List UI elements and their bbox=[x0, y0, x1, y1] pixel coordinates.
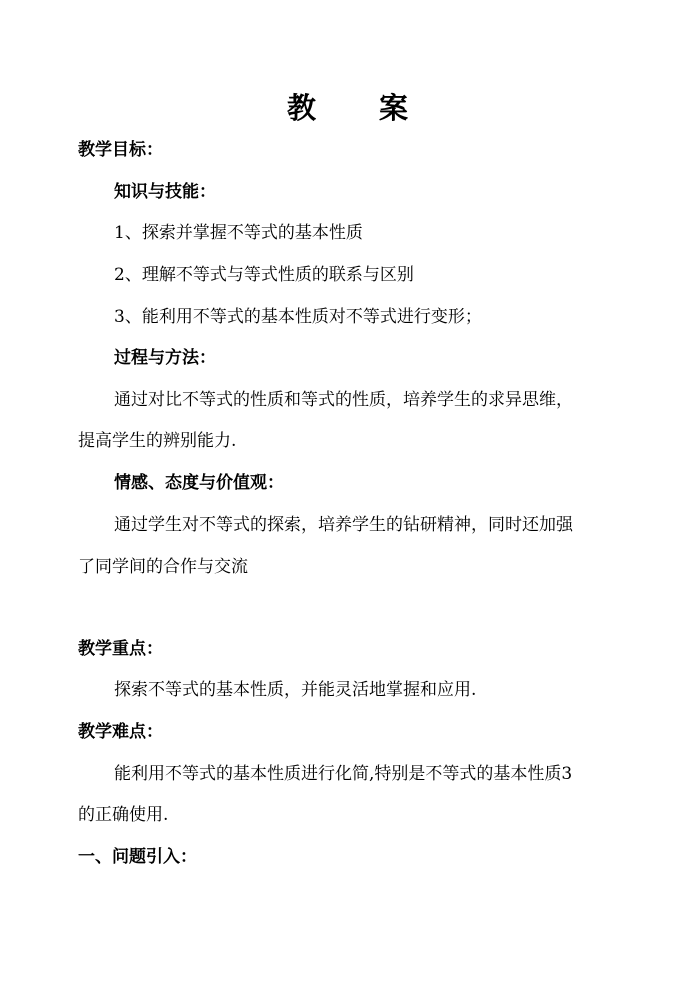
difficulties-heading: 教学难点： bbox=[78, 722, 163, 742]
difficulties-line-2: 的正确使用. bbox=[78, 805, 169, 825]
knowledge-skills-heading: 知识与技能： bbox=[114, 182, 216, 202]
emotion-attitude-heading: 情感、态度与价值观： bbox=[114, 473, 284, 493]
knowledge-item-2: 2、理解不等式与等式性质的联系与区别 bbox=[114, 265, 414, 285]
problem-introduction-heading: 一、问题引入： bbox=[78, 847, 197, 867]
key-points-line-1: 探索不等式的基本性质，并能灵活地掌握和应用. bbox=[114, 680, 477, 700]
emotion-paragraph-line-2: 了同学间的合作与交流 bbox=[78, 557, 248, 577]
process-method-heading: 过程与方法： bbox=[114, 348, 216, 368]
difficulties-line-1: 能利用不等式的基本性质进行化简,特别是不等式的基本性质3 bbox=[114, 764, 573, 784]
process-paragraph-line-2: 提高学生的辨别能力. bbox=[78, 431, 237, 451]
knowledge-item-1: 1、探索并掌握不等式的基本性质 bbox=[114, 223, 363, 243]
title-char-2: 案 bbox=[379, 91, 410, 125]
process-paragraph-line-1: 通过对比不等式的性质和等式的性质，培养学生的求异思维， bbox=[114, 390, 573, 410]
title-char-1: 教 bbox=[286, 91, 317, 125]
key-points-heading: 教学重点： bbox=[78, 639, 163, 659]
emotion-paragraph-line-1: 通过学生对不等式的探索，培养学生的钻研精神，同时还加强 bbox=[114, 515, 573, 535]
objectives-heading: 教学目标： bbox=[78, 140, 163, 160]
document-title bbox=[0, 88, 696, 128]
knowledge-item-3: 3、能利用不等式的基本性质对不等式进行变形； bbox=[114, 307, 482, 327]
